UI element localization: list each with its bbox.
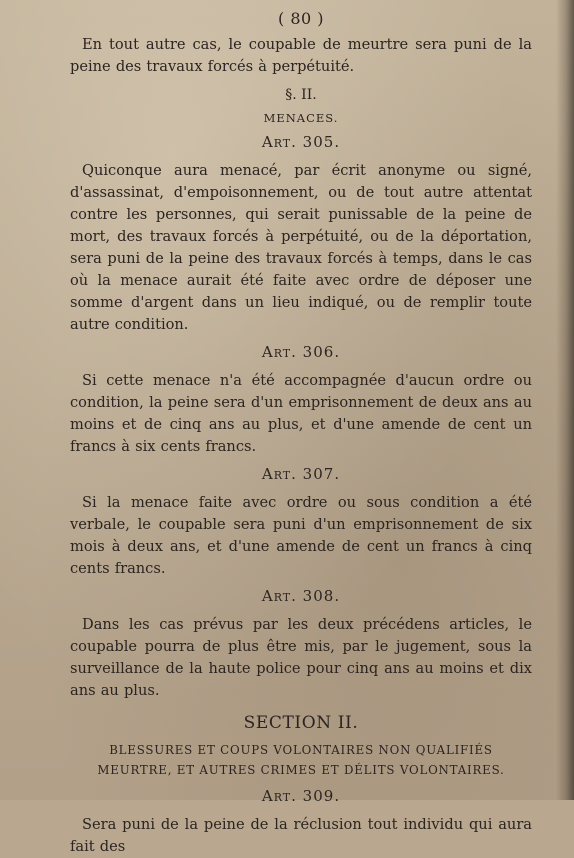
- article-306-heading: Art. 306.: [261, 343, 341, 361]
- page-content: [70, 10, 532, 858]
- article-305-heading: Art. 305.: [261, 133, 341, 151]
- paragraph-continuation: En tout autre cas, le coupable de meurtre sera puni de la peine des travaux forcés à perpétuité.: [70, 36, 532, 75]
- article-309-text: Sera puni de la peine de la réclusion tout individu qui aura fait des: [70, 816, 532, 855]
- article-305-text: Quiconque aura menacé, par écrit anonyme ou signé, d'assassinat, d'empoisonnement, ou de tout autre attentat contre les personnes, qui serait punissable de la peine de mort, des travaux forcés à perpétuité, ou de la déportation, sera puni de la peine des travaux forcés à temps, dans le cas où la menace aurait été faite avec ordre de déposer une somme d'argent dans un lieu indiqué, ou de remplir toute autre condition.: [70, 162, 532, 333]
- subsection-heading-menaces: MENACES.: [263, 111, 339, 125]
- article-309-heading: Art. 309.: [261, 787, 341, 805]
- section-ii-title: SECTION II.: [243, 713, 359, 733]
- article-308-text: Dans les cas prévus par les deux précédens articles, le coupable pourra de plus être mis, par le jugement, sous la surveillance de la haute police pour cinq ans au moins et dix ans au plus.: [70, 616, 532, 699]
- article-307-heading: Art. 307.: [261, 465, 341, 483]
- subsection-mark: §. II.: [285, 87, 317, 103]
- article-308-heading: Art. 308.: [261, 587, 341, 605]
- page-number: ( 80 ): [277, 9, 324, 28]
- article-307-text: Si la menace faite avec ordre ou sous condition a été verbale, le coupable sera puni d'un emprisonnement de six mois à deux ans, et d'une amende de cent un francs à cinq cents francs.: [70, 494, 532, 577]
- page-gutter-shadow: [556, 0, 574, 800]
- section-ii-subtitle: BLESSURES ET COUPS VOLONTAIRES NON QUALIFIÉS MEURTRE, ET AUTRES CRIMES ET DÉLITS VOLONTAIRES.: [97, 743, 505, 777]
- article-306-text: Si cette menace n'a été accompagnée d'aucun ordre ou condition, la peine sera d'un emprisonnement de deux ans au moins et de cinq ans au plus, et d'une amende de cent un francs à six cents francs.: [70, 372, 532, 455]
